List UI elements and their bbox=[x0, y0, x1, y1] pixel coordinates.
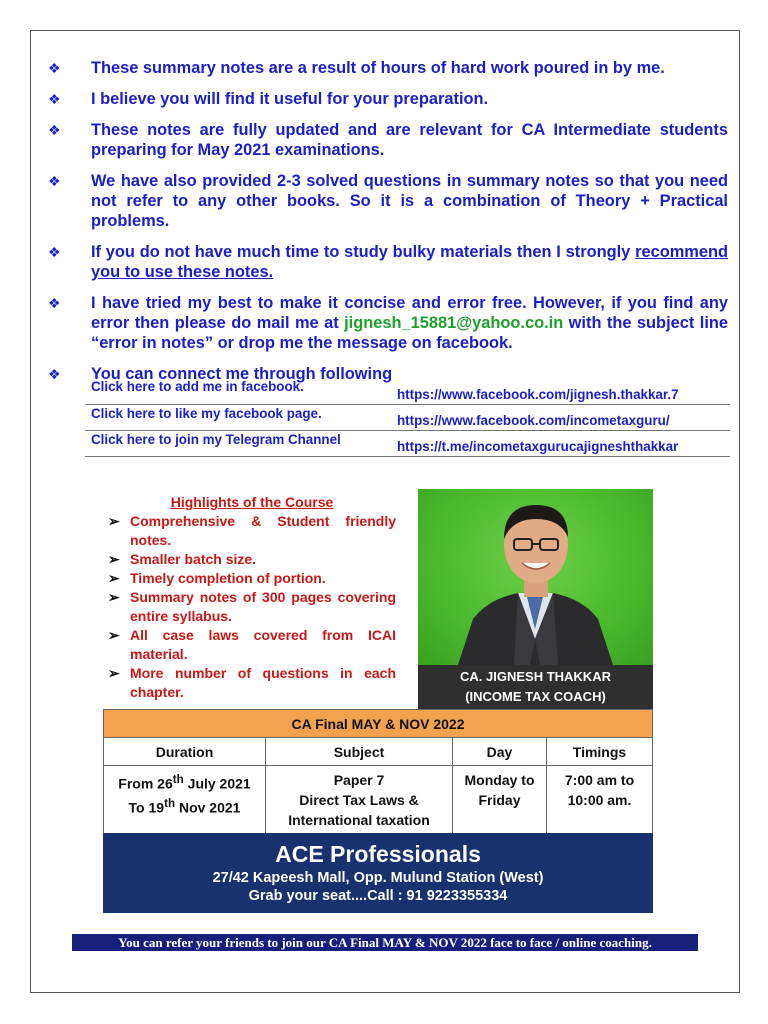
highlight-text: Comprehensive & Student friendly notes. bbox=[130, 513, 396, 548]
diamond-bullet-icon: ❖ bbox=[48, 244, 61, 260]
list-item bbox=[108, 588, 396, 626]
highlight-text: More number of questions in each chapter. bbox=[130, 665, 396, 700]
table-row bbox=[85, 378, 730, 404]
notes-bullet-list bbox=[46, 58, 728, 384]
subject-line: Direct Tax Laws & bbox=[299, 792, 419, 808]
header-timings: Timings bbox=[547, 738, 653, 766]
ordinal-suffix: th bbox=[164, 796, 176, 810]
table-header-row bbox=[104, 738, 653, 766]
highlight-text: Summary notes of 300 pages covering entire syllabus. bbox=[130, 589, 396, 624]
arrow-bullet-icon: ➢ bbox=[108, 570, 120, 586]
bullet-text bbox=[91, 242, 728, 282]
list-item bbox=[108, 626, 396, 664]
highlight-text: Smaller batch size. bbox=[130, 551, 257, 567]
duration-from-month: July 2021 bbox=[183, 775, 251, 792]
bullet-text: These notes are fully updated and are relevant for CA Intermediate students preparing for May 2021 examinations. bbox=[91, 121, 728, 159]
email-link[interactable]: jignesh_15881@yahoo.co.in bbox=[344, 314, 564, 332]
day-line: Friday bbox=[478, 792, 521, 808]
coach-caption bbox=[418, 665, 653, 709]
list-item bbox=[108, 512, 396, 550]
referral-banner: You can refer your friends to join our CA Final MAY & NOV 2022 face to face / online coaching. bbox=[72, 934, 698, 951]
duration-from: From 26 bbox=[118, 775, 173, 792]
diamond-bullet-icon: ❖ bbox=[48, 366, 61, 382]
link-url[interactable]: https://www.facebook.com/jignesh.thakkar.7 bbox=[385, 378, 730, 404]
duration-to: To 19 bbox=[128, 799, 165, 816]
list-item bbox=[108, 569, 396, 588]
bullet-item bbox=[46, 120, 728, 160]
highlights-title: Highlights of the Course bbox=[170, 494, 334, 510]
header-subject: Subject bbox=[266, 738, 453, 766]
subject-line: Paper 7 bbox=[333, 772, 385, 788]
ordinal-suffix: th bbox=[172, 773, 184, 786]
link-label[interactable]: Click here to like my facebook page. bbox=[85, 404, 385, 430]
bullet-text-part: If you do not have much time to study bulky materials then I strongly bbox=[91, 243, 636, 261]
institute-name: ACE Professionals bbox=[275, 841, 481, 867]
institute-phone: Grab your seat....Call : 91 9223355334 bbox=[248, 888, 508, 904]
coach-title: (INCOME TAX COACH) bbox=[465, 689, 606, 704]
diamond-bullet-icon: ❖ bbox=[48, 122, 61, 138]
social-links-table bbox=[85, 378, 730, 457]
list-item bbox=[108, 550, 396, 569]
bullet-text-part: I have tried my best to make it concise and error free. However, if you find any error then please do mail me at bbox=[91, 294, 728, 332]
bullet-item bbox=[46, 293, 728, 353]
arrow-bullet-icon: ➢ bbox=[108, 665, 120, 681]
bullet-text: We have also provided 2-3 solved questions in summary notes so that you need not refer to any other books. So it is a combination of Theory + Practical problems. bbox=[91, 172, 728, 230]
link-label[interactable]: Click here to add me in facebook. bbox=[85, 378, 385, 404]
link-label[interactable]: Click here to join my Telegram Channel bbox=[85, 430, 385, 456]
bullet-item bbox=[46, 58, 728, 78]
subject-line: International taxation bbox=[288, 812, 430, 828]
coach-portrait-illustration bbox=[418, 489, 653, 665]
list-item bbox=[108, 664, 396, 702]
timings-line: 7:00 am to bbox=[564, 772, 635, 788]
institute-address: 27/42 Kapeesh Mall, Opp. Mulund Station (West) bbox=[212, 870, 544, 886]
table-row bbox=[85, 404, 730, 430]
bullet-item bbox=[46, 171, 728, 231]
arrow-bullet-icon: ➢ bbox=[108, 551, 120, 567]
table-row bbox=[85, 430, 730, 456]
arrow-bullet-icon: ➢ bbox=[108, 589, 120, 605]
diamond-bullet-icon: ❖ bbox=[48, 60, 61, 76]
coach-photo bbox=[418, 489, 653, 665]
header-day: Day bbox=[453, 738, 547, 766]
arrow-bullet-icon: ➢ bbox=[108, 513, 120, 529]
diamond-bullet-icon: ❖ bbox=[48, 295, 61, 311]
arrow-bullet-icon: ➢ bbox=[108, 627, 120, 643]
bullet-text: You can connect me through following bbox=[91, 365, 393, 383]
timings-line: 10:00 am. bbox=[567, 792, 632, 808]
bullet-text bbox=[91, 293, 728, 353]
bullet-text: I believe you will find it useful for your preparation. bbox=[91, 90, 489, 108]
duration-to-month: Nov 2021 bbox=[175, 799, 241, 816]
highlight-text: All case laws covered from ICAI material. bbox=[130, 627, 396, 662]
diamond-bullet-icon: ❖ bbox=[48, 173, 61, 189]
bullet-item bbox=[46, 242, 728, 282]
bullet-text: These summary notes are a result of hours of hard work poured in by me. bbox=[91, 59, 665, 77]
bullet-item bbox=[46, 89, 728, 109]
course-highlights bbox=[108, 494, 396, 702]
link-url[interactable]: https://www.facebook.com/incometaxguru/ bbox=[385, 404, 730, 430]
day-line: Monday to bbox=[464, 772, 535, 788]
link-url[interactable]: https://t.me/incometaxgurucajigneshthakkar bbox=[385, 430, 730, 456]
schedule-banner: CA Final MAY & NOV 2022 bbox=[104, 710, 653, 738]
coach-name: CA. JIGNESH THAKKAR bbox=[460, 669, 611, 684]
underlined-recommendation: recommend you to use these notes. bbox=[91, 243, 728, 281]
header-duration: Duration bbox=[104, 738, 266, 766]
ace-professionals-banner bbox=[103, 833, 653, 913]
bullet-text-part: with the subject line “error in notes” or drop me the message on facebook. bbox=[91, 314, 728, 352]
highlight-text: Timely completion of portion. bbox=[130, 570, 326, 586]
diamond-bullet-icon: ❖ bbox=[48, 91, 61, 107]
